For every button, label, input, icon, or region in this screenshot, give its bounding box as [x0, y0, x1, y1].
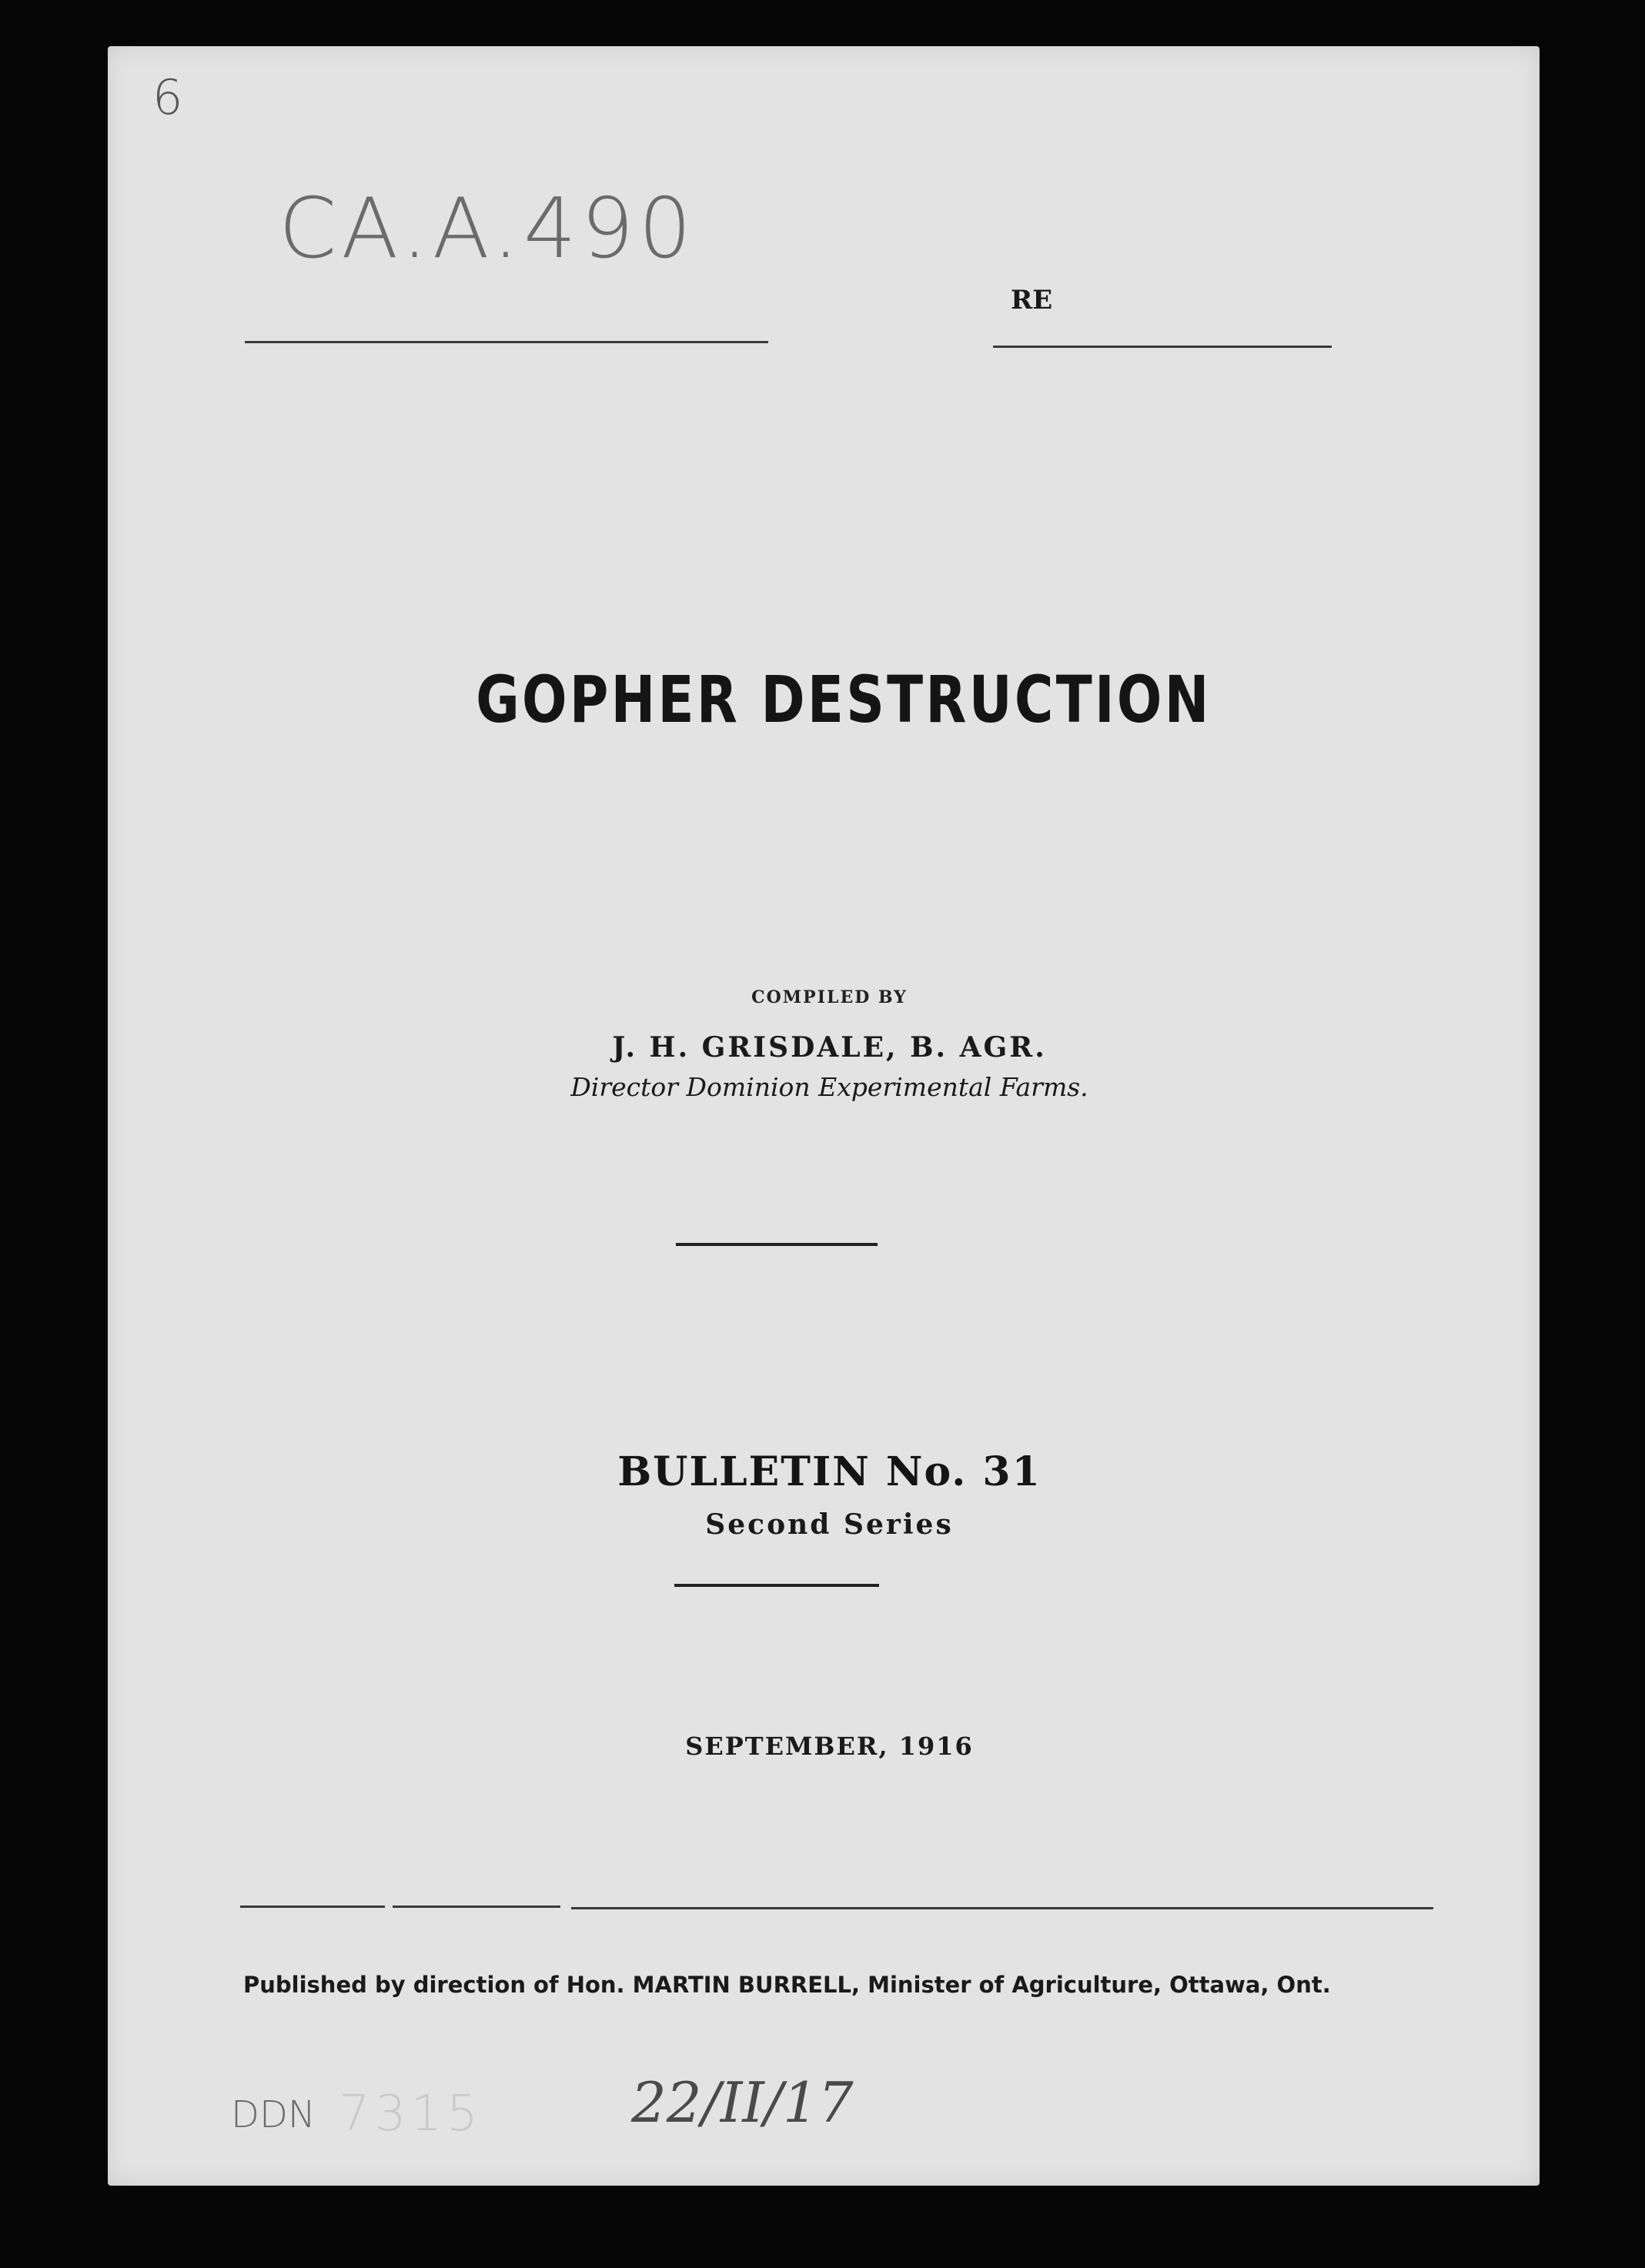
footer-rule-2	[393, 1906, 560, 1908]
footer-rule-1	[240, 1906, 385, 1908]
file-number: CA.A.490	[279, 181, 697, 277]
re-label: RE	[1011, 285, 1053, 316]
stamp-faint: 7315	[339, 2086, 483, 2143]
footer-rule-3	[571, 1907, 1433, 1909]
page-title: GOPHER DESTRUCTION	[476, 662, 1212, 737]
document-page	[108, 46, 1540, 2186]
author-role: Director Dominion Experimental Farms.	[570, 1072, 1088, 1102]
bulletin-series: Second Series	[705, 1508, 954, 1541]
compiled-by-label: COMPILED BY	[751, 987, 908, 1007]
stamp-left: DDN	[231, 2093, 316, 2136]
corner-handwritten-mark: 6	[152, 69, 183, 125]
publication-date: SEPTEMBER, 1916	[685, 1732, 974, 1761]
re-underline	[993, 346, 1332, 348]
bulletin-number: BULLETIN No. 31	[617, 1448, 1041, 1495]
divider-top	[676, 1243, 878, 1246]
handwritten-date: 22/II/17	[631, 2070, 854, 2135]
publisher-statement: Published by direction of Hon. MARTIN BURRELL, Minister of Agriculture, Ottawa, Ont.	[243, 1972, 1331, 1998]
author-name: J. H. GRISDALE, B. AGR.	[612, 1031, 1047, 1064]
divider-bottom	[674, 1584, 879, 1587]
file-number-underline	[245, 341, 768, 343]
